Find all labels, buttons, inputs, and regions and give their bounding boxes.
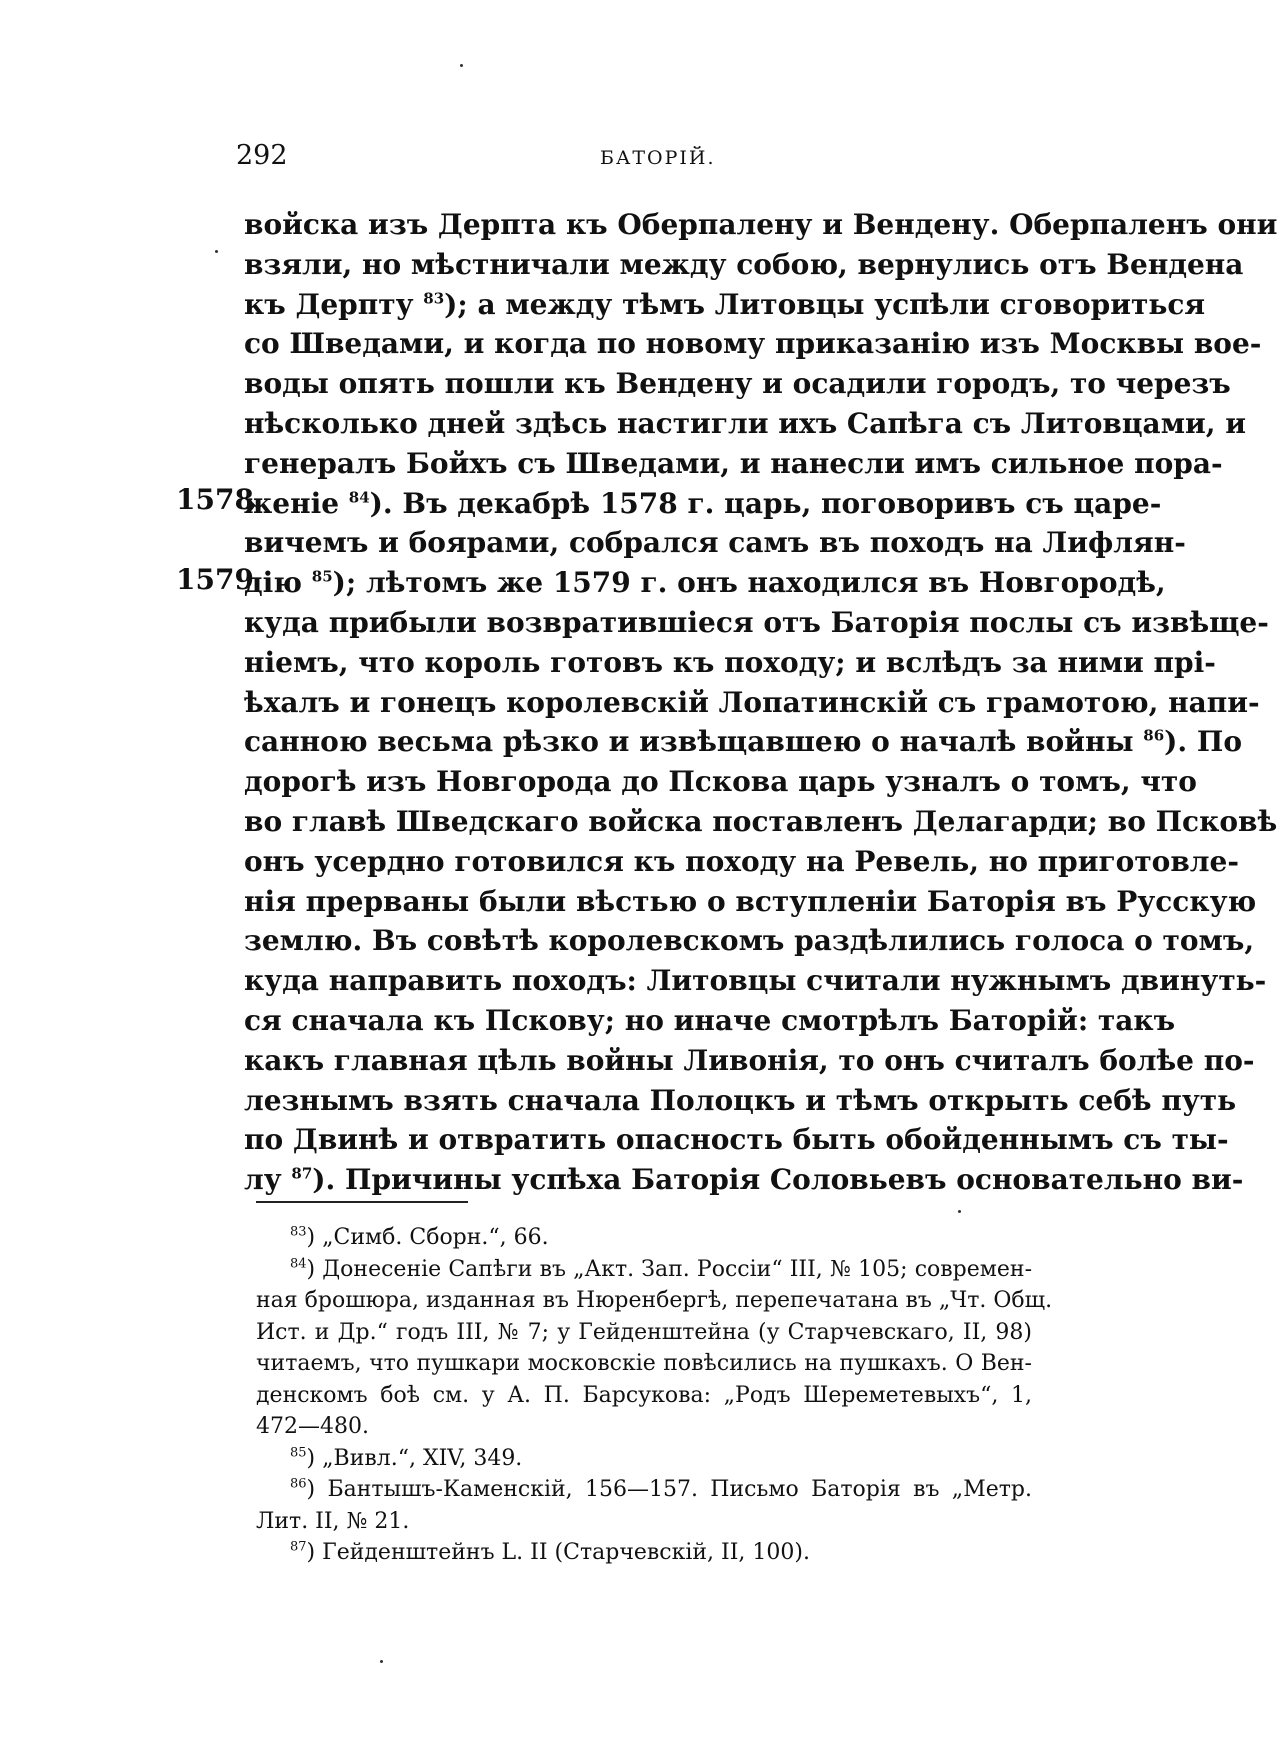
scan-speck (460, 64, 463, 67)
footnote-ref: 87 (291, 1164, 313, 1183)
footnote-line: Ист. и Др.“ годъ III, № 7; у Гейденштейна (у Старчевскаго, II, 98) (256, 1319, 1032, 1345)
footnote-ref: 84 (348, 488, 370, 507)
footnote-marker: 87 (290, 1539, 307, 1555)
body-line: во главѣ Шведскаго войска поставленъ Делагарди; во Псковѣ (244, 804, 1277, 838)
footnote-line: $^{87}$) Гейденштейнъ L. II (Старчевскій, II, 100). (290, 1539, 810, 1565)
footnote-line: $^{84}$) Донесеніе Сапѣги въ „Акт. Зап. Россіи“ III, № 105; современ- (290, 1256, 1032, 1282)
footnote-line: читаемъ, что пушкари московскіе повѣсились на пушкахъ. О Вен- (256, 1351, 1032, 1376)
body-line: къ Дерпту $^{83}$); а между тѣмъ Литовцы успѣли сговориться (244, 287, 1206, 321)
footnote-line: денскомъ боѣ см. у А. П. Барсукова: „Родъ Шереметевыхъ“, 1, (256, 1382, 1032, 1408)
body-line: какъ главная цѣль войны Ливонія, то онъ считалъ болѣе по- (244, 1043, 1255, 1077)
body-line: войска изъ Дерпта къ Оберпалену и Вендену. Оберпаленъ они (244, 208, 1277, 241)
body-line: санною весьма рѣзко и извѣщавшею о началѣ войны $^{86}$). По (244, 725, 1243, 759)
body-line: ѣхалъ и гонецъ королевскій Лопатинскій съ грамотою, напи- (244, 685, 1260, 719)
footnote-line: $^{85}$) „Вивл.“, XIV, 349. (290, 1445, 523, 1471)
body-line: куда прибыли возвратившіеся отъ Баторія послы съ извѣще- (244, 605, 1269, 639)
body-line: землю. Въ совѣтѣ королевскомъ раздѣлились голоса о томъ, (244, 924, 1255, 958)
body-line: онъ усердно готовился къ походу на Ревель, но приготовле- (244, 844, 1239, 878)
footnote-line: $^{83}$) „Симб. Сборн.“, 66. (290, 1224, 549, 1250)
footnote-ref: 83 (423, 289, 445, 308)
running-title: БАТОРІЙ. (600, 147, 716, 169)
footnote-line: Лит. II, № 21. (256, 1508, 410, 1534)
body-line: ся сначала къ Пскову; но иначе смотрѣлъ Баторій: такъ (244, 1003, 1176, 1037)
margin-year-1578: 1578 (176, 483, 254, 516)
margin-year-1579: 1579 (176, 563, 254, 596)
body-line: генералъ Бойхъ съ Шведами, и нанесли имъ сильное пора- (244, 446, 1223, 480)
body-line: нѣсколько дней здѣсь настигли ихъ Сапѣга съ Литовцами, и (244, 406, 1247, 440)
body-line: ніемъ, что король готовъ къ походу; и вслѣдъ за ними прі- (244, 645, 1216, 679)
page-number: 292 (236, 140, 288, 171)
body-line: по Двинѣ и отвратить опасность быть обойденнымъ съ ты- (244, 1123, 1229, 1157)
footnote-marker: 83 (290, 1224, 307, 1240)
scan-speck (215, 250, 218, 253)
body-line: со Шведами, и когда по новому приказанію изъ Москвы вое- (244, 327, 1262, 361)
footnote-line: 472—480. (256, 1414, 369, 1439)
scan-speck (958, 1210, 961, 1213)
body-line: женіе $^{84}$). Въ декабрѣ 1578 г. царь, поговоривъ съ царе- (244, 486, 1162, 520)
footnote-ref: 86 (1143, 727, 1165, 746)
footnote-line: ная брошюра, изданная въ Нюренбергѣ, перепечатана въ „Чт. Общ. (256, 1288, 1053, 1313)
footnotes (256, 1222, 1053, 1569)
body-line: взяли, но мѣстничали между собою, вернулись отъ Вендена (244, 247, 1244, 281)
footnote-separator (256, 1201, 468, 1203)
footnote-marker: 84 (290, 1256, 307, 1272)
body-line: куда направить походъ: Литовцы считали нужнымъ двинуть- (244, 964, 1267, 998)
body-line: воды опять пошли къ Вендену и осадили городъ, то черезъ (244, 367, 1231, 401)
body-line: дорогѣ изъ Новгорода до Пскова царь узналъ о томъ, что (244, 765, 1197, 799)
body-line: вичемъ и боярами, собрался самъ въ походъ на Лифлян- (244, 526, 1186, 560)
body-text (244, 205, 1277, 1200)
footnote-line: $^{86}$) Бантышъ-Каменскій, 156—157. Письмо Баторія въ „Метр. (290, 1476, 1032, 1502)
footnote-marker: 85 (290, 1445, 307, 1461)
body-line: лу $^{87}$). Причины успѣха Баторія Соловьевъ основательно ви- (244, 1163, 1244, 1197)
scan-speck (380, 1660, 383, 1663)
body-line: дію $^{85}$); лѣтомъ же 1579 г. онъ находился въ Новгородѣ, (244, 566, 1166, 600)
body-line: лезнымъ взять сначала Полоцкъ и тѣмъ открыть себѣ путь (244, 1083, 1237, 1117)
footnote-ref: 85 (311, 567, 333, 586)
body-line: нія прерваны были вѣстью о вступленіи Баторія въ Русскую (244, 884, 1257, 918)
footnote-marker: 86 (290, 1476, 307, 1492)
